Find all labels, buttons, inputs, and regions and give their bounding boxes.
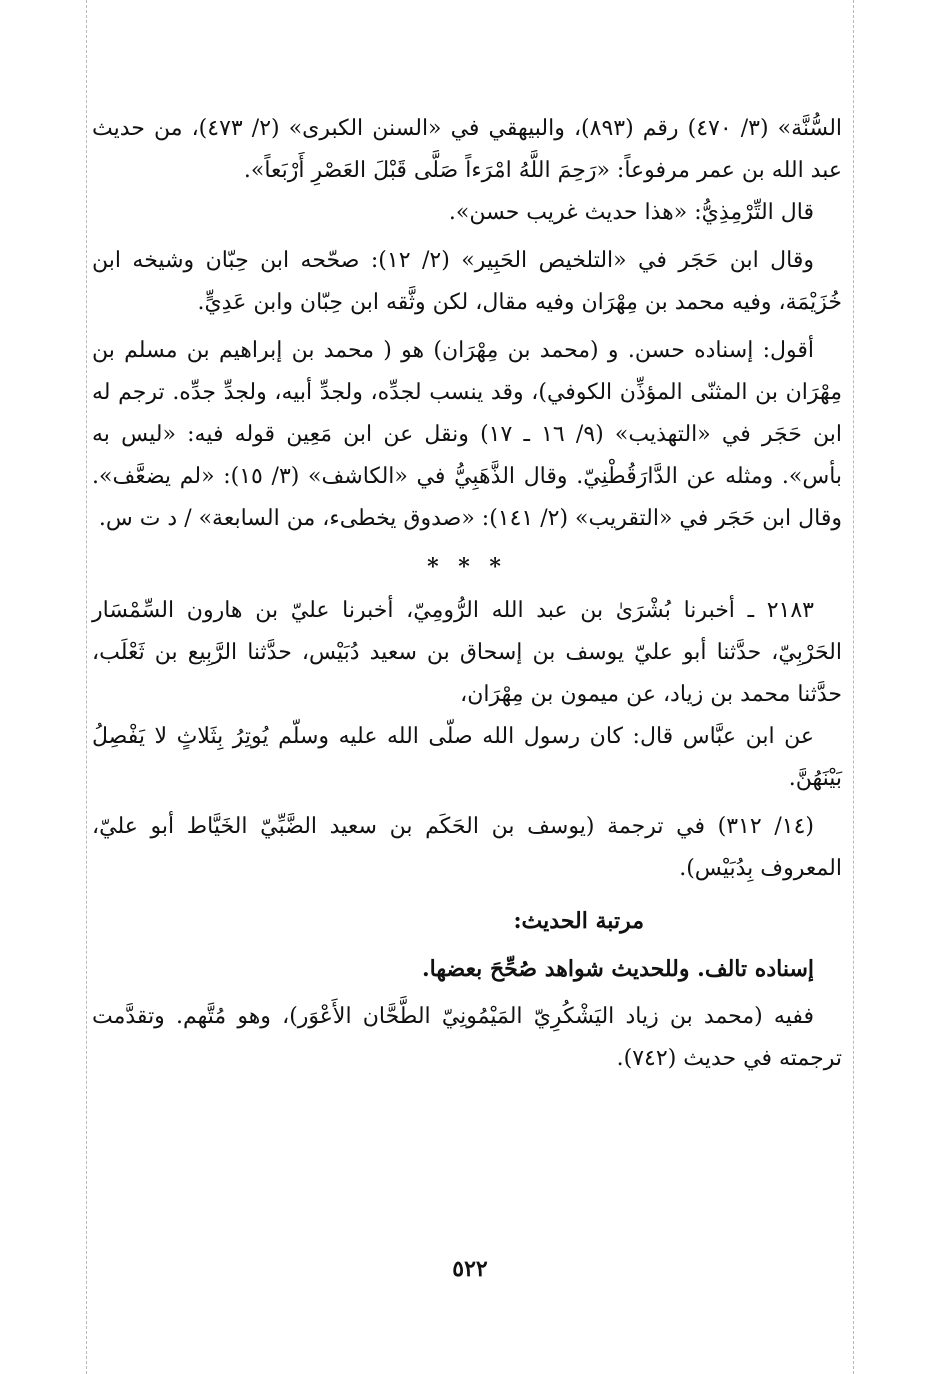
hadith-reference: (١٤/ ٣١٢) في ترجمة (يوسف بن الحَكَم بن سعيد الضَّبِّيّ الخَيَّاط أبو عليّ، المعروف بِدُبَيْس). <box>92 814 842 881</box>
paragraph-source-citation: السُّنَّة» (٣/ ٤٧٠) رقم (٨٩٣)، والبيهقي في «السنن الكبرى» (٢/ ٤٧٣)، من حديث عبد الله بن عمر مرفوعاً: «رَحِمَ اللَّهُ امْرَءاً صَلَّى قَبْلَ العَصْرِ أَرْبَعاً». <box>92 116 843 183</box>
paragraph-author-comment: أقول: إسناده حسن. و (محمد بن مِهْرَان) هو ( محمد بن إبراهيم بن مسلم بن مِهْرَان بن المثنّى المؤذِّن الكوفي)، وقد ينسب لجدِّه، ولجدِّ أبيه، ولجدِّ جدِّه. ترجم له ابن حَجَر في «التهذيب» (٩/ ١٦ ـ ١٧) ونقل عن ابن مَعِين قوله فيه: «ليس به بأس». ومثله عن الدَّارَقُطْنِيّ. وقال الذَّهَبِيُّ في «الكاشف» (٣/ ١٥): «لم يضعَّف». وقال ابن حَجَر في «التقريب» (٢/ ١٤١): «صدوق يخطىء، من السابعة» / د ت س. <box>92 338 843 531</box>
section-separator: * * * <box>427 554 507 580</box>
hadith-grade-explanation: ففيه (محمد بن زياد اليَشْكُرِيّ المَيْمُونِيّ الطَّحَّان الأَعْوَر)، وهو مُتَّهم. وتقدَّمت ترجمته في حديث (٧٤٢). <box>92 1004 842 1071</box>
hadith-matn: عن ابن عبَّاس قال: كان رسول الله صلّى الله عليه وسلّم يُوتِرُ بِثَلاثٍ لا يَفْصِلُ بَيْنَهُنَّ. <box>92 724 842 791</box>
paragraph-tirmidhi-note: قال التِّرْمِذِيُّ: «هذا حديث غريب حسن». <box>448 200 814 225</box>
right-margin-guide <box>853 0 854 1374</box>
page-body <box>92 108 842 1080</box>
hadith-grade-verdict: إسناده تالف. وللحديث شواهد صُحِّحَ بعضها. <box>421 956 814 982</box>
hadith-isnad: ٢١٨٣ ـ أخبرنا بُشْرَىٰ بن عبد الله الرُّومِيّ، أخبرنا عليّ بن هارون السِّمْسَار الحَرْبِيّ، حدَّثنا أبو عليّ يوسف بن إسحاق بن سعيد دُبَيْس، حدَّثنا الرَّبِيع بن ثَعْلَب، حدَّثنا محمد بن زياد، عن ميمون بن مِهْرَان، <box>92 598 842 707</box>
page-number: ٥٢٢ <box>452 1256 488 1282</box>
paragraph-ibn-hajar-note: وقال ابن حَجَر في «التلخيص الحَبِير» (٢/ ١٢): صحّحه ابن حِبّان وشيخه ابن خُزَيْمَة، وفيه محمد بن مِهْرَان وفيه مقال، لكن وثَّقه ابن حِبّان وابن عَدِيٍّ. <box>92 248 842 315</box>
left-margin-guide <box>86 0 87 1374</box>
hadith-grade-heading: مرتبة الحديث: <box>513 908 644 934</box>
